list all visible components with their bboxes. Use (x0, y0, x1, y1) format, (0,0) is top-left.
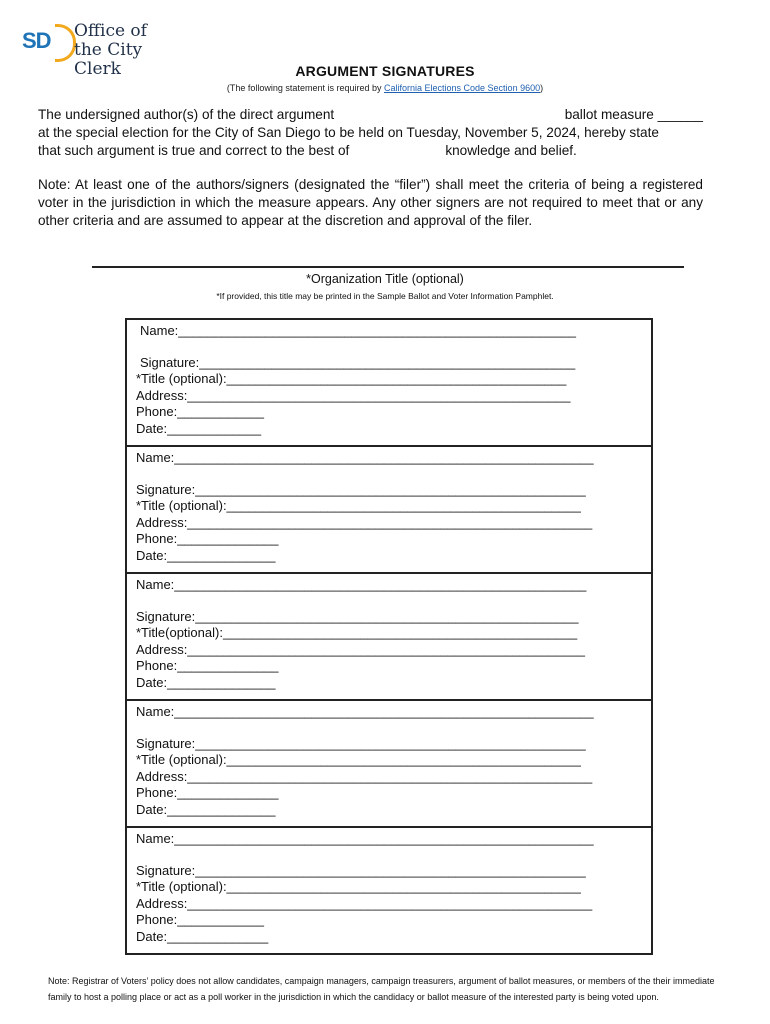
intro-text-1a: The undersigned author(s) of the direct argument (38, 107, 335, 122)
signer-box-5 (125, 826, 653, 955)
address-field[interactable]: Address:________________________________________________________ (136, 895, 593, 911)
title-field[interactable]: *Title (optional):_________________________________________________ (136, 879, 581, 894)
subtitle (0, 83, 770, 93)
city-clerk-logo (22, 21, 192, 79)
organization-title-line[interactable] (92, 266, 684, 268)
date-field[interactable]: Date:_______________ (136, 801, 276, 817)
subtitle-suffix: ) (540, 83, 544, 93)
title-field[interactable]: *Title (optional):_________________________________________________ (136, 498, 581, 513)
filer-note: Note: At least one of the authors/signers (designated the “filer”) shall meet the criteria of being a registered voter in the jurisdiction in which the measure appears. Any other signers are not required to meet that or any other criteria and are assumed to appear at the discretion and approval of the filer. (38, 177, 703, 228)
signer-box-1 (125, 318, 653, 447)
intro-text-3a: that such argument is true and correct to the best of (38, 143, 350, 158)
title-field[interactable]: *Title (optional):_________________________________________________ (136, 752, 581, 767)
phone-field[interactable]: Phone:______________ (136, 658, 279, 673)
sd-logo-mark: SD (22, 28, 51, 53)
phone-field[interactable]: Phone:______________ (136, 531, 279, 546)
signer-box-4 (125, 699, 653, 828)
address-field[interactable]: Address:_______________________________________________________ (136, 641, 585, 657)
name-field[interactable]: Name:__________________________________________________________ (136, 450, 594, 465)
address-field[interactable]: Address:________________________________________________________ (136, 768, 593, 784)
signer-boxes (125, 318, 653, 955)
subtitle-prefix: (The following statement is required by (226, 83, 382, 93)
name-field[interactable]: Name:_________________________________________________________ (136, 577, 587, 592)
date-field[interactable]: Date:_______________ (136, 674, 276, 690)
logo-arc-icon (55, 24, 76, 62)
elections-code-link[interactable]: California Elections Code Section 9600 (384, 83, 541, 93)
signature-field[interactable]: Signature:____________________________________________________ (140, 354, 576, 370)
name-field[interactable]: Name:__________________________________________________________ (136, 831, 594, 846)
address-field[interactable]: Address:_____________________________________________________ (136, 387, 571, 403)
phone-field[interactable]: Phone:____________ (136, 912, 264, 927)
phone-field[interactable]: Phone:______________ (136, 785, 279, 800)
registrar-policy-note: Note: Registrar of Voters’ policy does not allow candidates, campaign managers, campaign treasurers, argument of ballot measures, or members of the their immediate family to host a polling place or act as a poll worker in the jurisdiction in which the candidacy or ballot measure of the interested party is being voted upon. (48, 976, 715, 1002)
phone-field[interactable]: Phone:____________ (136, 404, 264, 419)
intro-line-1 (38, 106, 703, 124)
title-field[interactable]: *Title (optional):_______________________________________________ (136, 371, 567, 386)
name-field[interactable]: Name:_______________________________________________________ (140, 323, 576, 338)
intro-text-1b: ballot measure ______ (564, 107, 703, 122)
signature-field[interactable]: Signature:______________________________________________________ (136, 481, 586, 497)
intro-text-2: at the special election for the City of San Diego to be held on Tuesday, November 5, 2024, hereby state (38, 125, 659, 140)
intro-text-3b: knowledge and belief. (445, 143, 577, 158)
signer-box-3 (125, 572, 653, 701)
signature-field[interactable]: Signature:______________________________________________________ (136, 862, 586, 878)
intro-statement (38, 106, 703, 160)
signature-field[interactable]: Signature:______________________________________________________ (136, 735, 586, 751)
date-field[interactable]: Date:______________ (136, 928, 269, 944)
name-field[interactable]: Name:__________________________________________________________ (136, 704, 594, 719)
organization-title-label: *Organization Title (optional) (306, 272, 464, 286)
address-field[interactable]: Address:________________________________________________________ (136, 514, 593, 530)
signature-field[interactable]: Signature:_____________________________________________________ (136, 608, 579, 624)
office-name-line1: Office of (74, 21, 147, 41)
date-field[interactable]: Date:_____________ (136, 420, 262, 436)
organization-title-note: *If provided, this title may be printed in the Sample Ballot and Voter Information Pamphlet. (216, 291, 554, 301)
page-title: ARGUMENT SIGNATURES (295, 63, 475, 79)
intro-line-2 (38, 124, 703, 142)
office-name-line2: the City Clerk (74, 40, 143, 79)
date-field[interactable]: Date:_______________ (136, 547, 276, 563)
title-field[interactable]: *Title(optional):_________________________________________________ (136, 625, 578, 640)
intro-line-3 (38, 142, 703, 160)
signer-box-2 (125, 445, 653, 574)
